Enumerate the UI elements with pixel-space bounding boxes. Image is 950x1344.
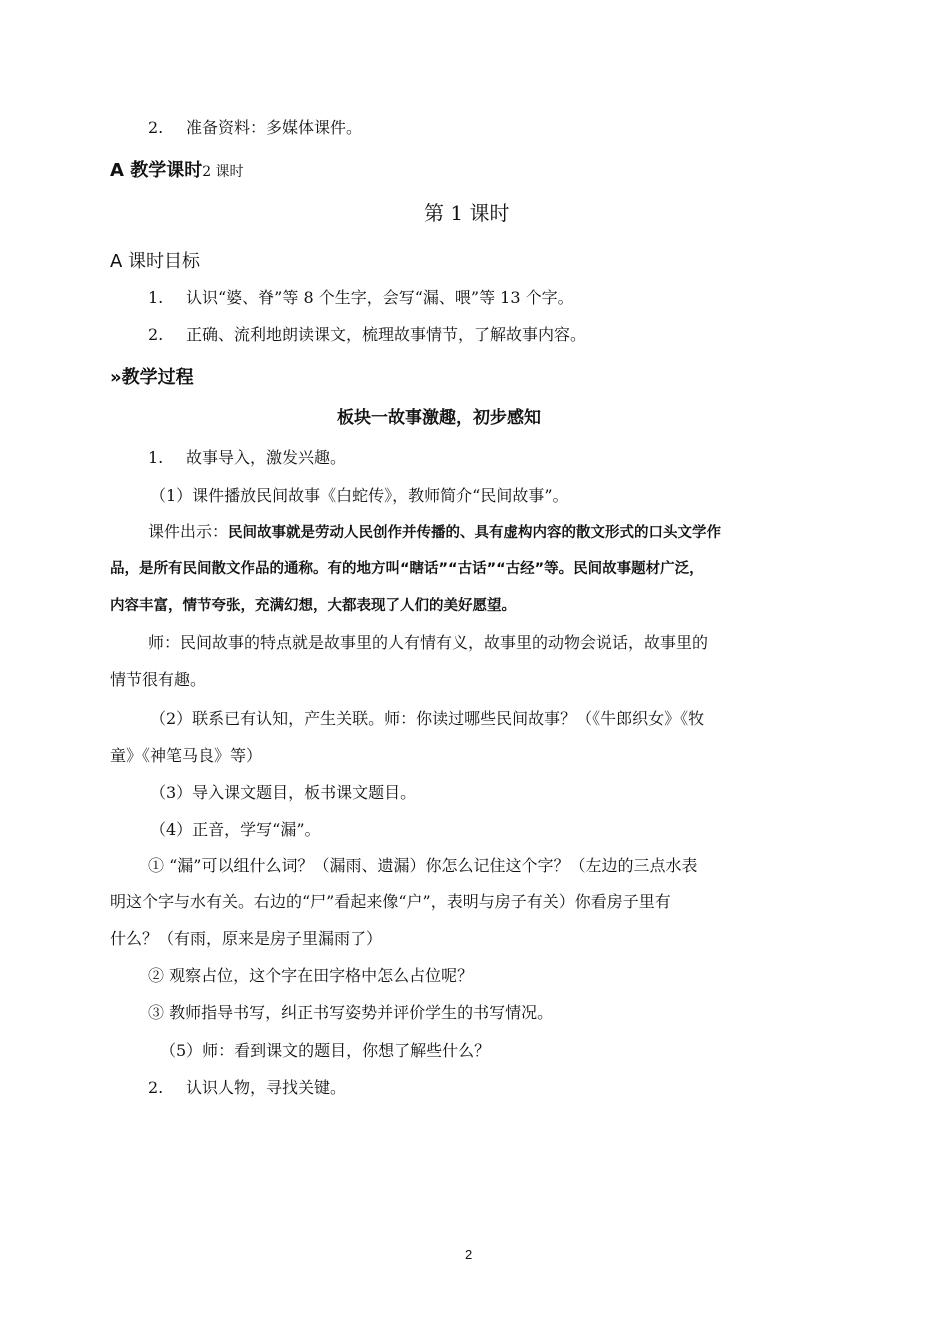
step-item (148, 447, 346, 469)
goal-item (148, 324, 586, 346)
prep-item-number: 2. (148, 118, 164, 137)
sub-step-3: （3）导入课文题目，板书课文题目。 (150, 783, 417, 802)
goal-item-text: 认识“婆、脊”等 8 个生字，会写“漏、喂”等 13 个字。 (186, 288, 574, 307)
teaching-hours-line (110, 159, 244, 183)
teacher-remark-line-1: 师：民间故事的特点就是故事里的人有情有义，故事里的动物会说话，故事里的 (148, 633, 709, 652)
sub-step-2-line-2: 童》《神笔马良》等） (110, 746, 263, 765)
page-number: 2 (465, 1247, 473, 1262)
lesson-title: 第 1 课时 (424, 201, 510, 225)
prep-item (148, 117, 362, 139)
step-item-number: 1. (148, 448, 164, 467)
step-item (148, 1077, 346, 1099)
circle-item-2: ② 观察占位，这个字在田字格中怎么占位呢？ (148, 966, 474, 985)
goal-item (148, 287, 574, 309)
circle-item-1-line-1: ① “漏”可以组什么词？（漏雨、遗漏）你怎么记住这个字？（左边的三点水表 (148, 856, 698, 875)
teaching-hours-value: 2 课时 (202, 164, 244, 180)
courseware-text: 民间故事就是劳动人民创作并传播的、具有虚构内容的散文形式的口头文学作 (228, 525, 722, 541)
step-item-number: 2. (148, 1078, 164, 1097)
circle-item-3: ③ 教师指导书写，纠正书写姿势并评价学生的书写情况。 (148, 1003, 554, 1022)
sub-step-5: （5）师：看到课文的题目，你想了解些什么？ (160, 1041, 491, 1060)
step-item-text: 认识人物，寻找关键。 (186, 1078, 347, 1097)
step-item-text: 故事导入，激发兴趣。 (186, 448, 347, 467)
sub-step-2-line-1: （2）联系已有认知，产生关联。师：你读过哪些民间故事？（《牛郎织女》《牧 (150, 709, 705, 728)
courseware-label: 课件出示： (148, 522, 229, 541)
teacher-remark-line-2: 情节很有趣。 (110, 670, 207, 689)
circle-item-1-line-3: 什么？（有雨，原来是房子里漏雨了） (110, 929, 383, 948)
process-heading: »教学过程 (110, 367, 194, 388)
courseware-line-2: 品，是所有民间散文作品的通称。有的地方叫“瞎话”“古话”“古经”等。民间故事题材广泛， (110, 561, 704, 577)
section-title: 板块一故事激趣，初步感知 (337, 408, 541, 428)
sub-step-1: （1）课件播放民间故事《白蛇传》，教师简介“民间故事”。 (150, 486, 569, 505)
teaching-hours-heading: A 教学课时 (110, 160, 203, 181)
prep-item-text: 准备资料：多媒体课件。 (186, 118, 363, 137)
goals-heading: A 课时目标 (110, 251, 201, 272)
courseware-line-1 (148, 521, 721, 544)
goal-item-number: 2. (148, 325, 164, 344)
courseware-line-3: 内容丰富，情节夸张，充满幻想，大都表现了人们的美好愿望。 (110, 598, 516, 614)
sub-step-4: （4）正音，学写“漏”。 (150, 820, 321, 839)
goal-item-text: 正确、流利地朗读课文，梳理故事情节，了解故事内容。 (186, 325, 587, 344)
circle-item-1-line-2: 明这个字与水有关。右边的“尸”看起来像“户”，表明与房子有关）你看房子里有 (110, 892, 671, 911)
goal-item-number: 1. (148, 288, 164, 307)
